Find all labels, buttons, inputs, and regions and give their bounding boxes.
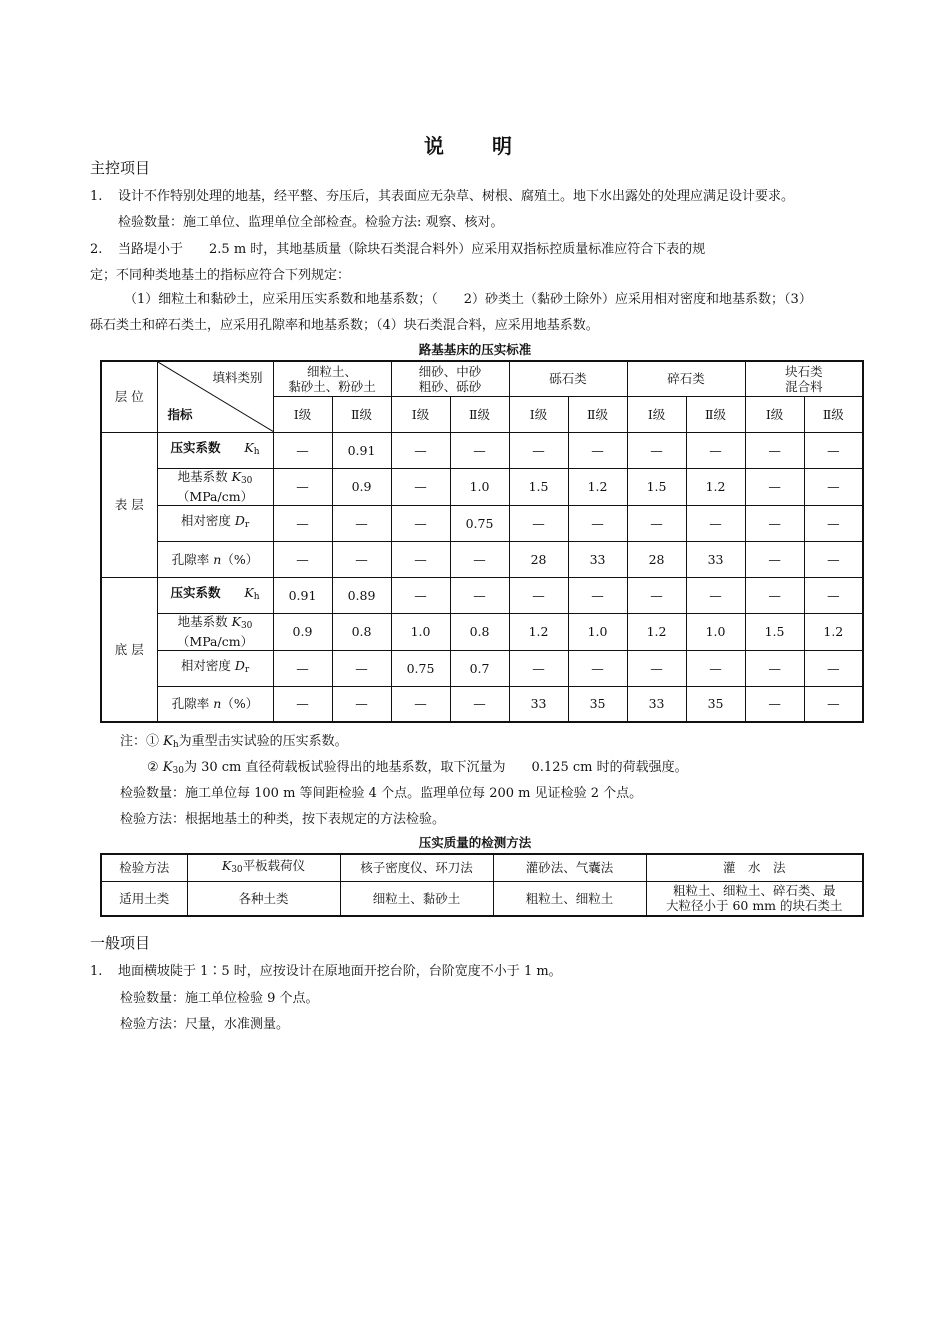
check-quantity: 检验数量：施工单位每 100 m 等间距检验 4 个点。监理单位每 200 m 见证检验 2 个点。 xyxy=(120,786,643,801)
table-cell: — xyxy=(804,468,863,505)
row-label-n: 孔隙率 n（%） xyxy=(157,541,273,577)
table-cell: — xyxy=(745,468,804,505)
table-cell: — xyxy=(332,505,391,541)
table-cell: — xyxy=(804,432,863,468)
item2-text-e: 2）砂类土（黏砂土除外）应采用相对密度和地基系数；（3） xyxy=(463,292,812,307)
general-section-heading: 一般项目 xyxy=(90,934,151,952)
table-cell: 1.2 xyxy=(568,468,627,505)
table-cell: — xyxy=(391,686,450,722)
item2-text-d: （1）细粒土和黏砂土，应采用压实系数和地基系数；（ xyxy=(124,292,438,307)
table-cell: — xyxy=(450,432,509,468)
table-cell: — xyxy=(509,432,568,468)
table-cell: — xyxy=(332,541,391,577)
diagonal-header-cell xyxy=(157,361,273,432)
table-cell: — xyxy=(804,505,863,541)
table-cell: 0.9 xyxy=(332,468,391,505)
item2 xyxy=(90,238,705,257)
table-cell: 33 xyxy=(568,541,627,577)
table-cell: — xyxy=(627,577,686,613)
table-cell: 33 xyxy=(686,541,745,577)
table-cell: — xyxy=(450,686,509,722)
table-row xyxy=(101,541,863,577)
table-cell: 1.0 xyxy=(391,613,450,650)
table2-caption: 压实质量的检测方法 xyxy=(418,835,532,850)
table-cell: 0.8 xyxy=(450,613,509,650)
row-label-dr: 相对密度 $D_r$ xyxy=(157,505,273,541)
table-cell: — xyxy=(686,432,745,468)
table-cell: — xyxy=(509,577,568,613)
table-cell: 1.0 xyxy=(568,613,627,650)
table-cell: 1.2 xyxy=(627,613,686,650)
item2-line2: 定；不同种类地基土的指标应符合下列规定： xyxy=(90,268,351,283)
table-cell: — xyxy=(745,541,804,577)
table-cell: 0.91 xyxy=(332,432,391,468)
group-header: 块石类 混合料 xyxy=(745,361,863,396)
method-nuclear: 核子密度仪、环刀法 xyxy=(340,854,493,881)
table-cell: — xyxy=(273,541,332,577)
table-cell: — xyxy=(568,650,627,686)
table-cell: 1.0 xyxy=(450,468,509,505)
table-cell: 0.75 xyxy=(391,650,450,686)
table-row xyxy=(101,854,863,881)
row-label-n: 孔隙率 n（%） xyxy=(157,686,273,722)
table-cell: — xyxy=(804,686,863,722)
table-cell: — xyxy=(745,577,804,613)
check-method: 检验方法：根据地基土的种类，按下表规定的方法检验。 xyxy=(120,812,446,827)
soil-cell: 细粒土、黏砂土 xyxy=(340,881,493,916)
compaction-standard-table xyxy=(100,360,864,723)
group-header: 细粒土、 黏砂土、粉砂土 xyxy=(273,361,391,396)
table-cell: — xyxy=(273,686,332,722)
table-cell: 1.2 xyxy=(509,613,568,650)
item1-number: 1. xyxy=(90,189,103,204)
soil-cell: 各种土类 xyxy=(187,881,340,916)
item2-line4: 砾石类土和碎石类土，应采用孔隙率和地基系数；（4）块石类混合料，应采用地基系数。 xyxy=(90,318,599,333)
general-item1: 1. 地面横坡陡于 1∶5 时，应按设计在原地面开挖台阶，台阶宽度不小于 1 m。 xyxy=(90,964,562,979)
group-header: 砾石类 xyxy=(509,361,627,396)
item2-text-b: 2.5 m 时，其地基质量（除块石类混合料外）应采用双指标控质量标准应符合下表的规 xyxy=(209,242,706,257)
row-label-dr: 相对密度 $D_r$ xyxy=(157,650,273,686)
table-cell: — xyxy=(745,432,804,468)
grade-header: Ⅰ级 xyxy=(509,396,568,432)
page-title: 说 明 xyxy=(424,134,526,158)
grade-header: Ⅱ级 xyxy=(568,396,627,432)
method-sand: 灌砂法、气囊法 xyxy=(493,854,646,881)
table-cell: — xyxy=(686,505,745,541)
grade-header: Ⅱ级 xyxy=(450,396,509,432)
table-row xyxy=(101,650,863,686)
main-section-heading: 主控项目 xyxy=(90,159,151,177)
table-cell: 35 xyxy=(568,686,627,722)
table-cell: 1.2 xyxy=(804,613,863,650)
table-cell: — xyxy=(509,650,568,686)
table-cell: 1.5 xyxy=(509,468,568,505)
index-header: 指标 xyxy=(167,406,193,422)
table-cell: 0.8 xyxy=(332,613,391,650)
table-cell: — xyxy=(627,432,686,468)
table-cell: — xyxy=(391,541,450,577)
table-cell: 0.75 xyxy=(450,505,509,541)
item1-check: 检验数量：施工单位、监理单位全部检查。检验方法: 观察、核对。 xyxy=(118,215,504,230)
grade-header: Ⅱ级 xyxy=(332,396,391,432)
row-label-k30: 地基系数 $K_{30}$ （MPa/cm） xyxy=(157,468,273,505)
surface-layer-label: 表 层 xyxy=(101,432,157,577)
grade-header: Ⅰ级 xyxy=(273,396,332,432)
group-header: 细砂、中砂 粗砂、砾砂 xyxy=(391,361,509,396)
table-cell: — xyxy=(627,650,686,686)
method-water: 灌 水 法 xyxy=(646,854,863,881)
table-cell: — xyxy=(568,432,627,468)
table-cell: 0.91 xyxy=(273,577,332,613)
grade-header: Ⅰ级 xyxy=(745,396,804,432)
item1 xyxy=(90,185,794,204)
soil-label: 适用土类 xyxy=(101,881,187,916)
table-row xyxy=(101,577,863,613)
table-cell: — xyxy=(804,577,863,613)
table-cell: — xyxy=(627,505,686,541)
table-cell: — xyxy=(450,541,509,577)
table-cell: — xyxy=(745,505,804,541)
table-cell: — xyxy=(686,650,745,686)
method-k30: $K_{30}$平板载荷仪 xyxy=(187,854,340,881)
table-cell: — xyxy=(332,650,391,686)
table-cell: 33 xyxy=(627,686,686,722)
table-cell: — xyxy=(391,468,450,505)
table-cell: — xyxy=(450,577,509,613)
table-row xyxy=(101,613,863,650)
table-cell: 28 xyxy=(627,541,686,577)
table-cell: — xyxy=(686,577,745,613)
table-cell: 28 xyxy=(509,541,568,577)
item1-text: 设计不作特别处理的地基，经平整、夯压后，其表面应无杂草、树根、腐殖土。地下水出露处的处理应满足设计要求。 xyxy=(118,189,795,204)
table-row xyxy=(101,686,863,722)
grade-header: Ⅰ级 xyxy=(627,396,686,432)
table-cell: — xyxy=(745,686,804,722)
table-row xyxy=(101,505,863,541)
table-cell: — xyxy=(568,505,627,541)
general-item1-method: 检验方法：尺量，水准测量。 xyxy=(120,1017,290,1032)
group-header: 碎石类 xyxy=(627,361,745,396)
table-cell: 35 xyxy=(686,686,745,722)
soil-cell: 粗粒土、细粒土 xyxy=(493,881,646,916)
item2-number: 2. xyxy=(90,242,103,257)
table-cell: 1.5 xyxy=(745,613,804,650)
table-row xyxy=(101,881,863,916)
row-label-kh: 压实系数 $K_h$ xyxy=(157,432,273,468)
table1-caption: 路基基床的压实标准 xyxy=(418,342,532,357)
table-cell: — xyxy=(273,505,332,541)
soil-cell: 粗粒土、细粒土、碎石类、最 大粒径小于 60 mm 的块石类土 xyxy=(646,881,863,916)
table-cell: 1.5 xyxy=(627,468,686,505)
item2-line3 xyxy=(124,288,812,307)
fill-type-header: 填料类别 xyxy=(212,370,263,385)
method-label: 检验方法 xyxy=(101,854,187,881)
table-cell: — xyxy=(332,686,391,722)
table-cell: 0.7 xyxy=(450,650,509,686)
note-2: ② $K_{30}$为 30 cm 直径荷载板试验得出的地基系数，取下沉量为 0.125 cm 时的荷载强度。 xyxy=(147,760,688,776)
table-cell: — xyxy=(273,432,332,468)
grade-header: Ⅰ级 xyxy=(391,396,450,432)
table-cell: — xyxy=(568,577,627,613)
table-cell: — xyxy=(391,505,450,541)
layer-header: 层 位 xyxy=(101,361,157,432)
table-cell: — xyxy=(391,577,450,613)
table-cell: 0.89 xyxy=(332,577,391,613)
note-1: 注：① $K_h$为重型击实试验的压实系数。 xyxy=(120,734,348,750)
table-cell: 0.9 xyxy=(273,613,332,650)
test-method-table xyxy=(100,853,864,917)
table-row xyxy=(101,468,863,505)
general-item1-quantity: 检验数量：施工单位检验 9 个点。 xyxy=(120,991,319,1006)
row-label-k30: 地基系数 $K_{30}$ （MPa/cm） xyxy=(157,613,273,650)
grade-header: Ⅱ级 xyxy=(804,396,863,432)
table-cell: 1.2 xyxy=(686,468,745,505)
bottom-layer-label: 底 层 xyxy=(101,577,157,722)
item2-text-a: 当路堤小于 xyxy=(118,242,184,257)
table-cell: 1.0 xyxy=(686,613,745,650)
table-cell: — xyxy=(804,650,863,686)
table-cell: — xyxy=(509,505,568,541)
table-cell: — xyxy=(391,432,450,468)
table-cell: — xyxy=(273,468,332,505)
table-cell: — xyxy=(273,650,332,686)
table-cell: — xyxy=(804,541,863,577)
table-cell: — xyxy=(745,650,804,686)
table-cell: 33 xyxy=(509,686,568,722)
table-row xyxy=(101,432,863,468)
grade-header: Ⅱ级 xyxy=(686,396,745,432)
row-label-kh: 压实系数 $K_h$ xyxy=(157,577,273,613)
